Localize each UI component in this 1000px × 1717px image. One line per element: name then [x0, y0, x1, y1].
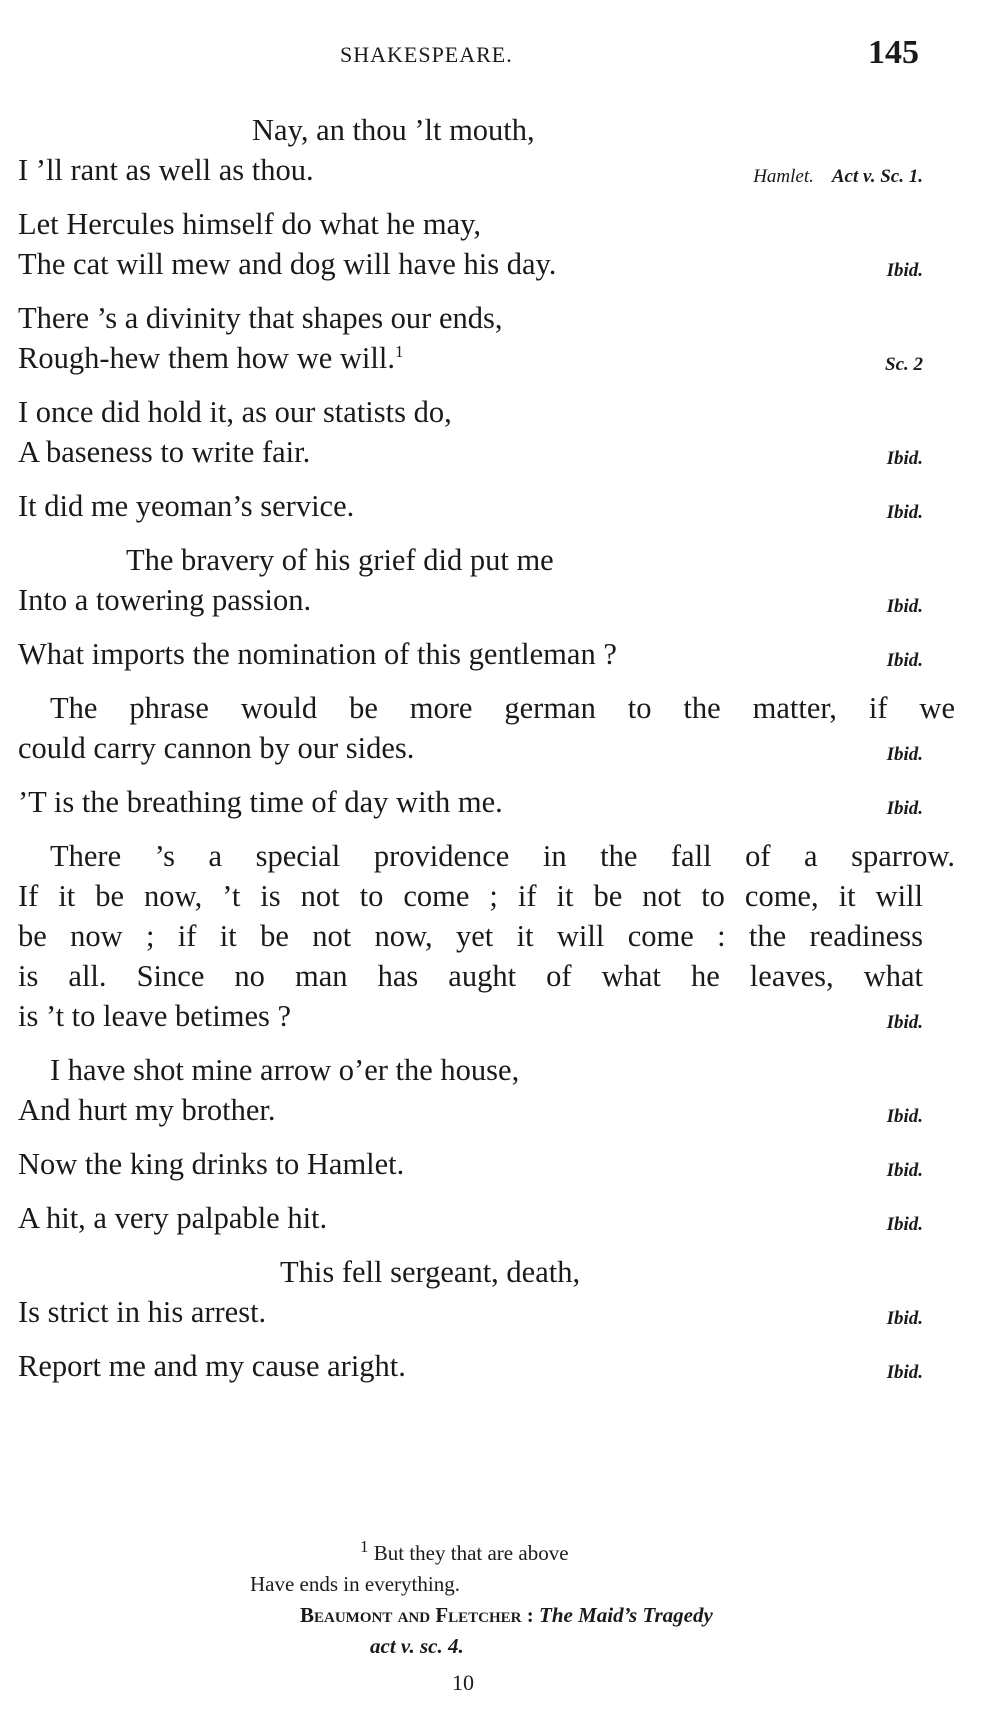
citation: Ibid.	[886, 1160, 923, 1181]
citation: Ibid.	[886, 1362, 923, 1383]
verse-line: A hit, a very palpable hit.	[18, 1201, 328, 1235]
verse-line: It did me yeoman’s service.	[18, 489, 355, 523]
footnote-source	[250, 1600, 930, 1631]
quotation	[18, 110, 923, 190]
quotation	[18, 688, 955, 768]
citation: Ibid.	[886, 1308, 923, 1329]
citation: Ibid.	[886, 650, 923, 671]
verse-line: Is strict in his arrest.	[18, 1295, 267, 1329]
citation: Ibid.	[886, 744, 923, 765]
quotation	[18, 392, 923, 472]
verse-line: I once did hold it, as our statists do,	[18, 395, 452, 429]
quotation	[18, 298, 923, 378]
citation: Ibid.	[886, 502, 923, 523]
verse-line	[18, 338, 828, 378]
footnote	[250, 1538, 930, 1662]
verse-text: Rough-hew them how we will.	[18, 341, 395, 375]
signature-mark: 10	[452, 1670, 474, 1695]
quotation	[18, 782, 923, 822]
citation	[753, 166, 923, 188]
verse-line: A baseness to write fair.	[18, 435, 311, 469]
prose-line: could carry cannon by our sides.	[18, 731, 415, 765]
verse-line: The cat will mew and dog will have his day.	[18, 247, 557, 281]
footnote-text: But they that are above	[373, 1541, 569, 1565]
prose-line: If it be now, ’t is not to come ; if it be not to come, it will	[18, 879, 923, 913]
quotation	[18, 836, 955, 1036]
quotation	[18, 1346, 923, 1386]
quotation	[18, 634, 923, 674]
quotation-list	[18, 110, 955, 1400]
footnote-line: Have ends in everything.	[250, 1572, 460, 1596]
quotation	[18, 1198, 923, 1238]
prose-line: is ’t to leave betimes ?	[18, 999, 292, 1033]
verse-line: Into a towering passion.	[18, 583, 312, 617]
verse-line: Let Hercules himself do what he may,	[18, 207, 481, 241]
citation: Ibid.	[886, 798, 923, 819]
verse-line: And hurt my brother.	[18, 1093, 276, 1127]
footnote-location: act v. sc. 4.	[370, 1634, 464, 1658]
verse-line: There ’s a divinity that shapes our ends,	[18, 301, 503, 335]
quotation	[18, 486, 923, 526]
prose-line: ’T is the breathing time of day with me.	[18, 785, 503, 819]
quotation	[18, 540, 923, 620]
citation-act: Act v. Sc. 1.	[831, 166, 923, 187]
running-head: SHAKESPEARE.	[340, 42, 513, 67]
citation: Ibid.	[886, 1106, 923, 1127]
prose-line: There ’s a special providence in the fall of a sparrow.	[50, 839, 955, 873]
verse-line: I have shot mine arrow o’er the house,	[50, 1053, 520, 1087]
citation: Ibid.	[886, 1012, 923, 1033]
page-number: 145	[868, 34, 919, 71]
citation: Ibid.	[886, 596, 923, 617]
quotation	[18, 1144, 923, 1184]
quotation	[18, 204, 923, 284]
footnote-author: Beaumont and Fletcher :	[300, 1603, 534, 1627]
prose-line: is all. Since no man has aught of what he leaves, what	[18, 959, 923, 993]
verse-line: Report me and my cause aright.	[18, 1349, 406, 1383]
citation: Ibid.	[886, 1214, 923, 1235]
footnote-marker: 1	[360, 1537, 369, 1556]
citation-play: Hamlet.	[753, 166, 814, 187]
page-header	[0, 34, 1000, 74]
footnote-title: The Maid’s Tragedy	[539, 1603, 713, 1627]
verse-line: Nay, an thou ’lt mouth,	[252, 113, 535, 147]
verse-line: The bravery of his grief did put me	[126, 543, 554, 577]
citation: Sc. 2	[885, 354, 923, 375]
verse-line: Now the king drinks to Hamlet.	[18, 1147, 405, 1181]
citation: Ibid.	[886, 448, 923, 469]
prose-line: What imports the nomination of this gentleman ?	[18, 637, 617, 671]
quotation	[18, 1050, 923, 1130]
quotation	[18, 1252, 923, 1332]
footnote-ref: 1	[394, 341, 404, 361]
citation: Ibid.	[886, 260, 923, 281]
verse-line: I ’ll rant as well as thou.	[18, 153, 314, 187]
footnote-line	[250, 1538, 930, 1569]
prose-line: be now ; if it be not now, yet it will come : the readiness	[18, 919, 923, 953]
verse-line: This fell sergeant, death,	[280, 1255, 581, 1289]
prose-line: The phrase would be more german to the matter, if we	[50, 691, 955, 725]
